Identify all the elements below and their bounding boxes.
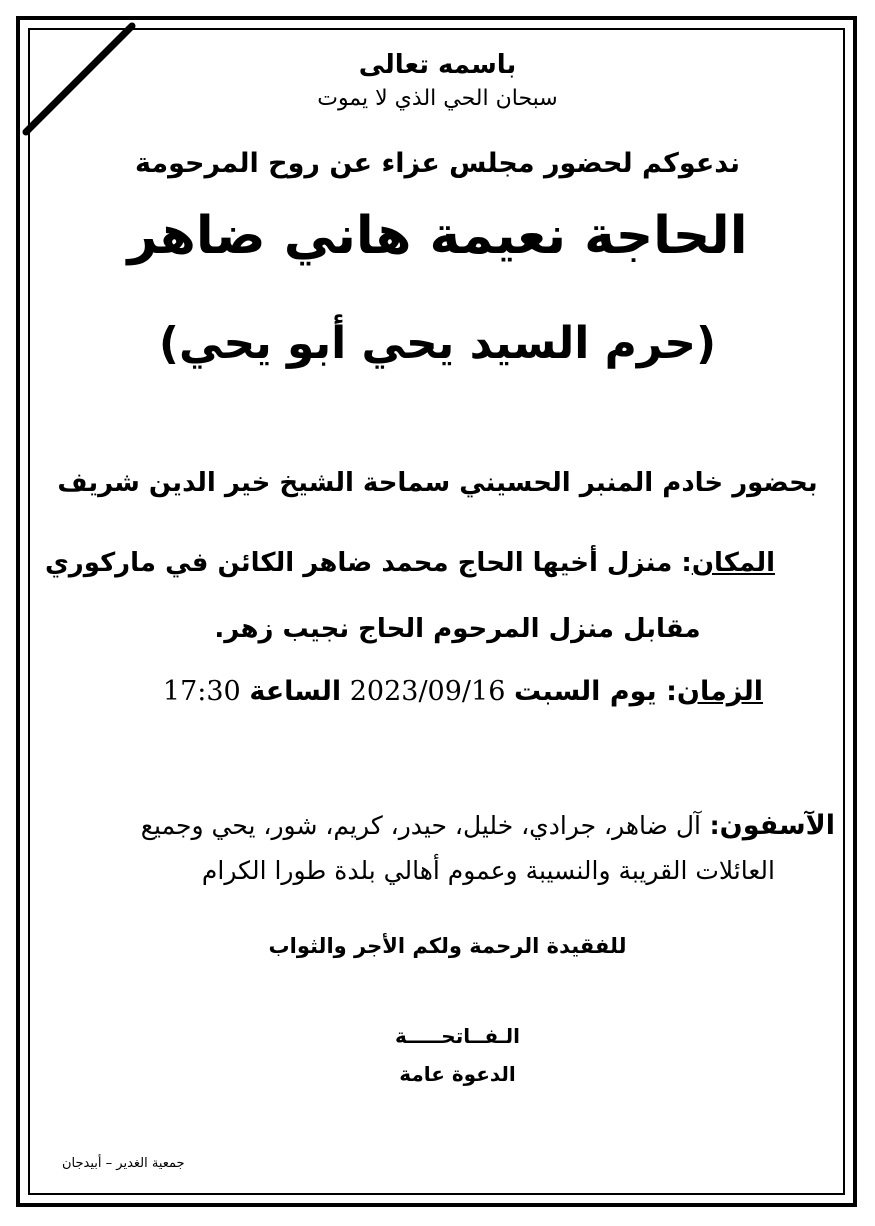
mourners-continued: العائلات القريبة والنسيبة وعموم أهالي بلدة طورا الكرام <box>201 856 775 885</box>
footer-credit: جمعية الغدير – أبيدجان <box>62 1156 185 1171</box>
spouse-note: (حرم السيد يحي أبو يحي) <box>158 318 717 369</box>
time-line: الزمان: يوم السبت 2023/09/16 الساعة 17:30 <box>162 676 763 707</box>
general-invitation: الدعوة عامة <box>399 1062 516 1086</box>
fatiha-text: الـفــاتحـــــة <box>394 1024 520 1048</box>
time-day: يوم السبت <box>513 676 657 707</box>
place-line: المكان: منزل أخيها الحاج محمد ضاهر الكائن في ماركوري <box>44 548 775 578</box>
inner-border <box>28 28 845 1195</box>
place-value: منزل أخيها الحاج محمد ضاهر الكائن في ماركوري <box>44 548 673 578</box>
closing-prayer: للفقيدة الرحمة ولكم الأجر والثواب <box>268 934 627 958</box>
time-hour: 17:30 <box>162 676 241 707</box>
time-date: 2023/09/16 <box>349 676 506 707</box>
time-label: الزمان <box>676 676 763 707</box>
mourners-label: الآسفون <box>719 810 835 841</box>
time-hour-label: الساعة <box>249 676 342 707</box>
verse-text: سبحان الحي الذي لا يموت <box>317 86 558 111</box>
basmala-heading: باسمه تعالى <box>358 50 517 80</box>
mourning-ribbon-icon <box>20 20 140 140</box>
place-value-continued: مقابل منزل المرحوم الحاج نجيب زهر. <box>214 614 701 644</box>
mourners-families: آل ضاهر، جرادي، خليل، حيدر، كريم، شور، يحي وجميع <box>140 811 701 840</box>
mourners-line: الآسفون: آل ضاهر، جرادي، خليل، حيدر، كريم، شور، يحي وجميع <box>140 810 835 841</box>
attendance-text: بحضور خادم المنبر الحسيني سماحة الشيخ خير الدين شريف <box>57 468 818 498</box>
place-label: المكان <box>691 548 775 578</box>
invitation-intro: ندعوكم لحضور مجلس عزاء عن روح المرحومة <box>134 148 740 179</box>
deceased-name: الحاجة نعيمة هاني ضاهر <box>127 206 748 266</box>
